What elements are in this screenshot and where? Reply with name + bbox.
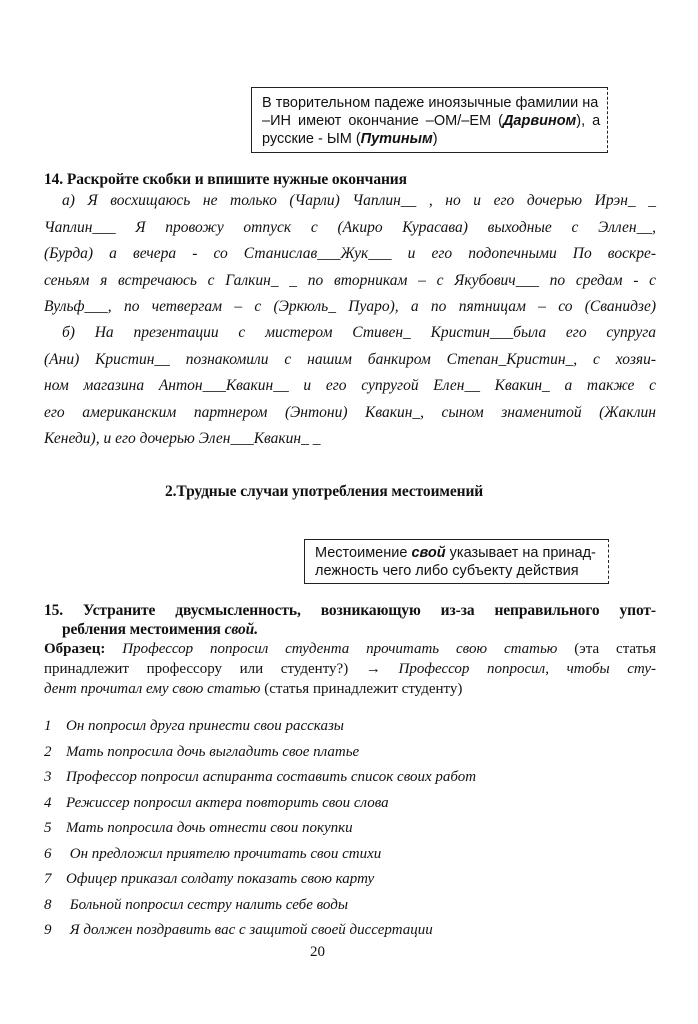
- rule-box-1-line-2: [262, 112, 599, 130]
- sample-plain-1: (эта статья: [557, 641, 656, 657]
- rule-box-2-text-after: указывает на принад-: [445, 545, 596, 561]
- part-b-line-2: (Ани) Кристин__ познакомили с нашим банкиром Степан_Кристин_, с хозяи-: [44, 350, 656, 368]
- sentence-item: [44, 816, 476, 842]
- sentence-item: [44, 842, 476, 868]
- sentence-item: [44, 893, 476, 919]
- sentence-item: [44, 918, 476, 944]
- rule-box-1-example-darwin: Дарвином: [502, 113, 577, 129]
- sentence-number: 5: [44, 820, 52, 836]
- part-a-line-1: а) Я восхищаюсь не только (Чарли) Чаплин__ , но и его дочерью Ирэн_ _: [62, 192, 656, 209]
- rule-box-instrumental-case: [251, 87, 608, 153]
- sentence-number: 6: [44, 845, 52, 862]
- sentence-number: 9: [44, 922, 52, 938]
- rule-box-1-line-3-text: русские - ЫМ (: [262, 131, 361, 147]
- rule-box-1-line-2-end: ), а: [576, 113, 601, 129]
- part-b-line-3: ном магазина Антон___Квакин__ и его супругой Елен__ Квакин_ а также с: [44, 377, 656, 394]
- sentence-item: [44, 714, 476, 740]
- sample-plain-2: принадлежит профессору или студенту?): [44, 661, 349, 677]
- sentence-text: Он попросил друга принести свои рассказы: [66, 718, 344, 734]
- sample-line-3: [44, 679, 656, 699]
- sentence-item: [44, 765, 476, 791]
- exercise-15-sample: [44, 639, 656, 699]
- sample-italic-2: Профессор попросил, чтобы сту-: [398, 661, 657, 677]
- exercise-15-title-line-2: [44, 620, 656, 639]
- rule-box-2-text-before: Местоимение: [315, 545, 412, 561]
- sentence-item: [44, 791, 476, 817]
- exercise-15-title-line-1: 15. Устраните двусмысленность, возникающую из-за неправильного упот-: [44, 602, 656, 619]
- part-b-line-4: его американским партнером (Энтони) Квакин_, сыном знаменитой (Жаклин: [44, 403, 656, 421]
- exercise-14-part-a: [44, 188, 656, 321]
- part-a-line-2: Чаплин___ Я провожу отпуск с (Акиро Курасава) выходные с Эллен__,: [44, 218, 656, 236]
- sentence-text: Режиссер попросил актера повторить свои слова: [66, 794, 389, 811]
- exercise-15-title-line-2-text: ребления местоимения: [62, 621, 225, 638]
- rule-box-2-keyword: свой: [411, 545, 446, 561]
- sentence-number: 3: [44, 769, 52, 785]
- sentence-item: [44, 740, 476, 766]
- rule-box-pronoun-svoy: [304, 539, 609, 584]
- sample-arrow: →: [348, 661, 399, 677]
- sentence-text: Мать попросила дочь выгладить свое платье: [66, 743, 360, 760]
- sentence-text: Он предложил приятелю прочитать свои стихи: [66, 845, 382, 862]
- rule-box-1-line-1: В творительном падеже иноязычные фамилии на: [262, 95, 599, 111]
- sentence-text: Мать попросила дочь отнести свои покупки: [66, 820, 353, 836]
- sample-label: Образец:: [44, 641, 106, 657]
- exercise-14-part-b: [44, 320, 656, 453]
- rule-box-1-example-putin: Путиным: [360, 131, 433, 147]
- sentence-text: Я должен поздравить вас с защитой своей диссертации: [66, 922, 433, 938]
- rule-box-1-close-paren: ): [432, 131, 438, 147]
- part-a-line-5: Вульф___, по четвергам – с (Эркюль_ Пуаро), а по пятницам – со (Сванидзе): [44, 298, 656, 315]
- sample-line-1: [44, 639, 656, 659]
- part-a-line-4: сеньям я встречаюсь с Галкин_ _ по вторникам – с Якубович___ по средам - с: [44, 271, 656, 289]
- sentence-number: 4: [44, 794, 52, 811]
- rule-box-1-line-2-text: –ИН имеют окончание –ОМ/–ЕМ (: [262, 113, 503, 129]
- sentence-item: [44, 867, 476, 893]
- part-a-line-3: (Бурда) а вечера - со Станислав___Жук___ и его подопечными По воскре-: [44, 245, 656, 262]
- sample-line-2: [44, 659, 656, 679]
- sentence-number: 1: [44, 718, 52, 734]
- sentence-number: 7: [44, 871, 52, 887]
- part-b-line-1: б) На презентации с мистером Стивен_ Кристин___была его супруга: [62, 324, 656, 341]
- page-number: 20: [310, 944, 325, 960]
- part-b-line-5: Кенеди), и его дочерью Элен___Квакин_ _: [44, 430, 321, 447]
- sentence-text: Офицер приказал солдату показать свою карту: [66, 871, 375, 887]
- rule-box-2-line-1: [315, 544, 600, 562]
- rule-box-2-line-2: лежность чего либо субъекту действия: [315, 563, 579, 579]
- sample-italic-1: Профессор попросил студента прочитать свою статью: [105, 641, 558, 657]
- exercise-15-title: [44, 601, 656, 639]
- exercise-15-sentences: [44, 714, 476, 944]
- sentence-number: 2: [44, 743, 52, 760]
- sentence-text: Профессор попросил аспиранта составить список своих работ: [66, 769, 477, 785]
- exercise-15-title-keyword: свой.: [224, 621, 258, 638]
- sample-italic-3: дент прочитал ему свою статью: [44, 681, 261, 697]
- rule-box-1-line-3: [262, 130, 599, 148]
- sentence-text: Больной попросил сестру налить себе воды: [66, 896, 348, 913]
- exercise-14-title: 14. Раскройте скобки и впишите нужные окончания: [44, 171, 407, 188]
- section-2-title: 2.Трудные случаи употребления местоимений: [165, 483, 484, 500]
- sentence-number: 8: [44, 896, 52, 913]
- sample-plain-3: (статья принадлежит студенту): [260, 681, 463, 697]
